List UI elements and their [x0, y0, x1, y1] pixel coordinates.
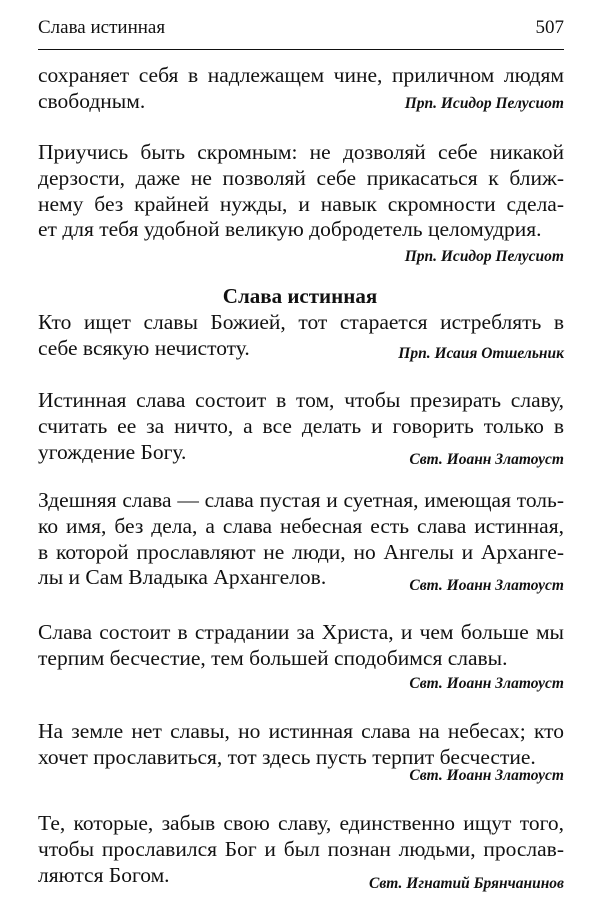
paragraph-line: Приучись быть скромным: не дозволяй себе никакой	[38, 140, 564, 164]
paragraph-line: Здешняя слава — слава пустая и суетная, имеющая толь-	[38, 488, 564, 512]
paragraph-line: На земле нет славы, но истинная слава на небесах; кто	[38, 719, 564, 743]
paragraph-line: чтобы прославился Бог и был познан людьми, прослав-	[38, 836, 564, 861]
paragraph-line: считать ее за ничто, а все делать и говорить только в	[38, 413, 564, 438]
paragraph-line: Кто ищет славы Божией, тот старается истреблять в	[38, 310, 564, 334]
paragraph-line: лы и Сам Владыка Архангелов.	[38, 565, 327, 590]
page-number: 507	[535, 17, 564, 38]
paragraph-line: свободным.	[38, 88, 146, 113]
section-heading: Слава истинная	[222, 284, 378, 308]
paragraph-line: хочет прославиться, тот здесь пусть терпит бесчестие.	[38, 744, 536, 769]
header-rule	[38, 49, 564, 50]
quote-attribution: Свт. Иоанн Златоуст	[409, 675, 564, 692]
quote-attribution: Свт. Иоанн Златоуст	[409, 451, 564, 468]
quote-attribution: Прп. Исаия Отшельник	[398, 345, 564, 362]
paragraph-line: Те, которые, забыв свою славу, единственно ищут того,	[38, 811, 564, 835]
quote-attribution: Свт. Иоанн Златоуст	[409, 577, 564, 594]
paragraph-line: Слава состоит в страдании за Христа, и чем больше мы	[38, 620, 564, 644]
quote-attribution: Прп. Исидор Пелусиот	[404, 95, 564, 112]
paragraph-line: себе всякую нечистоту.	[38, 335, 250, 360]
paragraph-line: ет для тебя удобной великую добродетель целомудрия.	[38, 217, 542, 242]
paragraph-line: терпим бесчестие, тем большей сподобимся славы.	[38, 645, 508, 670]
quote-attribution: Свт. Иоанн Златоуст	[409, 767, 564, 784]
paragraph-line: Истинная слава состоит в том, чтобы презирать славу,	[38, 388, 564, 412]
paragraph-line: нему без крайней нужды, и навык скромности сдела-	[38, 191, 564, 216]
paragraph-line: сохраняет себя в надлежащем чине, приличном людям	[38, 63, 564, 87]
quote-attribution: Прп. Исидор Пелусиот	[404, 248, 564, 265]
running-header-title: Слава истинная	[38, 17, 166, 38]
paragraph-line: в которой прославляют не люди, но Ангелы и Арханге-	[38, 539, 564, 564]
paragraph-line: угождение Богу.	[38, 439, 187, 464]
quote-attribution: Свт. Игнатий Брянчанинов	[369, 875, 564, 892]
paragraph-line: дерзости, даже не позволяй себе прикасаться к ближ-	[38, 165, 564, 190]
paragraph-line: ляются Богом.	[38, 862, 170, 887]
paragraph-line: ко имя, без дела, а слава небесная есть слава истинная,	[38, 513, 564, 538]
